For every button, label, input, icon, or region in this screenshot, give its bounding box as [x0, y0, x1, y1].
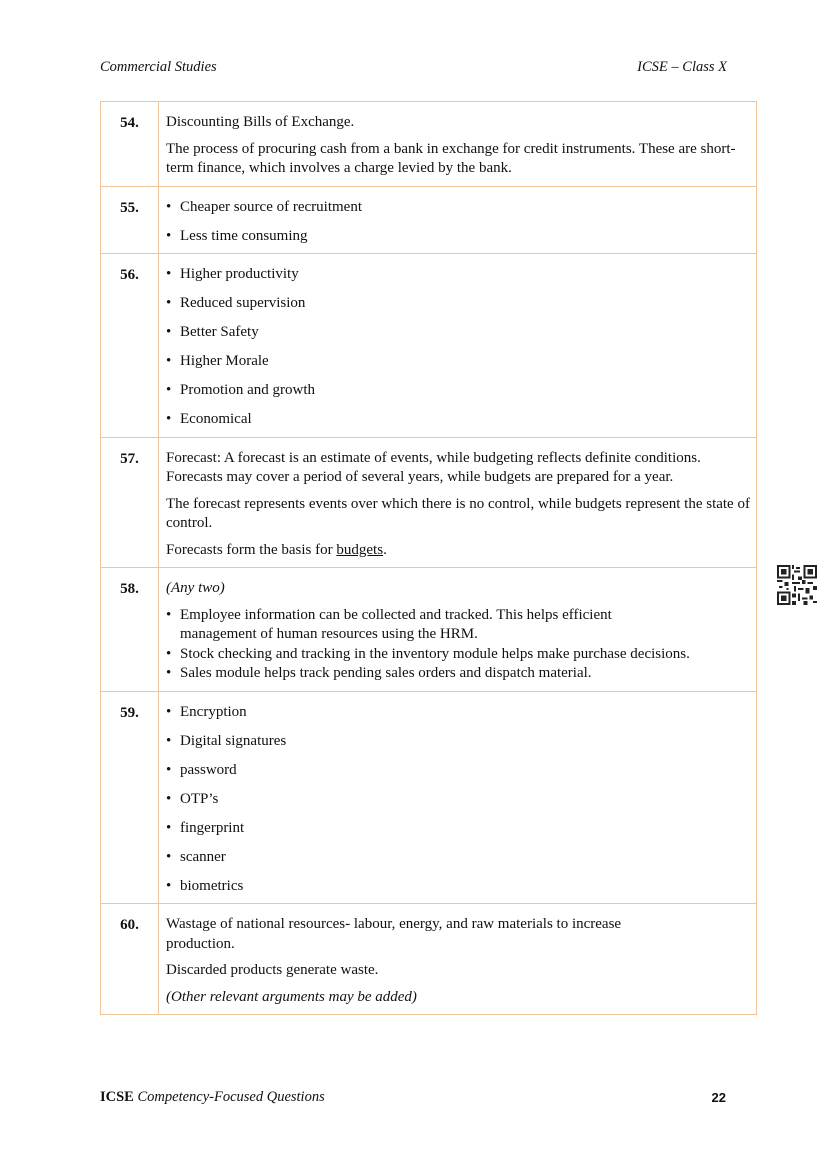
list-item: • Cheaper source of recruitment — [166, 198, 750, 218]
answer-cell — [159, 904, 757, 1015]
page-number: 22 — [711, 1090, 726, 1105]
list-item: • password — [166, 761, 750, 781]
question-number: 58. — [101, 568, 159, 692]
table-row — [101, 186, 757, 254]
list-item: • Higher productivity — [166, 265, 750, 285]
question-number: 54. — [101, 102, 159, 187]
qr-code-icon[interactable] — [777, 565, 817, 605]
answer-note: (Any two) — [166, 580, 225, 596]
bullet-list — [166, 265, 750, 430]
list-item: • Better Safety — [166, 323, 750, 343]
question-number: 60. — [101, 904, 159, 1015]
answer-text: The process of procuring cash from a bank in exchange for credit instruments. These are short-term finance, which involves a charge levied by the bank. — [166, 140, 736, 176]
footer-brand: ICSE — [100, 1089, 134, 1105]
list-item: • Reduced supervision — [166, 294, 750, 314]
answer-text: Wastage of national resources- labour, energy, and raw materials to increase production. — [166, 916, 622, 952]
question-number: 56. — [101, 254, 159, 438]
table-row — [101, 254, 757, 438]
list-item: • Encryption — [166, 703, 750, 723]
table-row — [101, 568, 757, 692]
question-number: 59. — [101, 691, 159, 904]
list-item: • Higher Morale — [166, 352, 750, 372]
list-item: • Less time consuming — [166, 227, 750, 247]
list-item: • fingerprint — [166, 819, 750, 839]
header-subject: Commercial Studies — [100, 59, 217, 75]
answer-table — [100, 101, 757, 1015]
answer-text — [166, 541, 750, 561]
bullet-list — [166, 703, 750, 897]
answer-cell — [159, 568, 757, 692]
answer-cell — [159, 254, 757, 438]
answer-cell — [159, 437, 757, 568]
list-item: • Digital signatures — [166, 732, 750, 752]
bullet-list — [166, 606, 750, 684]
table-row — [101, 102, 757, 187]
table-row — [101, 691, 757, 904]
footer-subtitle: Competency-Focused Questions — [137, 1089, 325, 1105]
list-item: • Stock checking and tracking in the inventory module helps make purchase decisions. — [166, 645, 750, 665]
list-item: • biometrics — [166, 877, 750, 897]
question-number: 55. — [101, 186, 159, 254]
list-item: • Promotion and growth — [166, 381, 750, 401]
list-item: • Economical — [166, 410, 750, 430]
list-item: • OTP’s — [166, 790, 750, 810]
answer-note: (Other relevant arguments may be added) — [166, 988, 417, 1005]
header-class: ICSE – Class X — [637, 59, 727, 75]
answer-cell — [159, 186, 757, 254]
list-item: • Employee information can be collected and tracked. This helps efficient management of human resources using the HRM. — [166, 606, 750, 645]
answer-text: The forecast represents events over which there is no control, while budgets represent the state of control. — [166, 495, 750, 531]
answer-title: Discounting Bills of Exchange. — [166, 114, 355, 130]
answer-cell — [159, 102, 757, 187]
budgets-link[interactable]: budgets — [336, 541, 384, 558]
answer-text: Forecast: A forecast is an estimate of events, while budgeting reflects definite conditions. Forecasts may cover a period of several years, while budgets are prepared for a year. — [166, 449, 701, 485]
footer-title — [100, 1089, 325, 1106]
bullet-list — [166, 198, 750, 247]
answer-text-prefix: Forecasts form the basis for — [166, 541, 337, 558]
table-row — [101, 904, 757, 1015]
list-item: • scanner — [166, 848, 750, 868]
answer-text-suffix: . — [383, 541, 387, 558]
answer-cell — [159, 691, 757, 904]
table-row — [101, 437, 757, 568]
answer-text: Discarded products generate waste. — [166, 962, 379, 978]
list-item: • Sales module helps track pending sales orders and dispatch material. — [166, 664, 750, 684]
question-number: 57. — [101, 437, 159, 568]
